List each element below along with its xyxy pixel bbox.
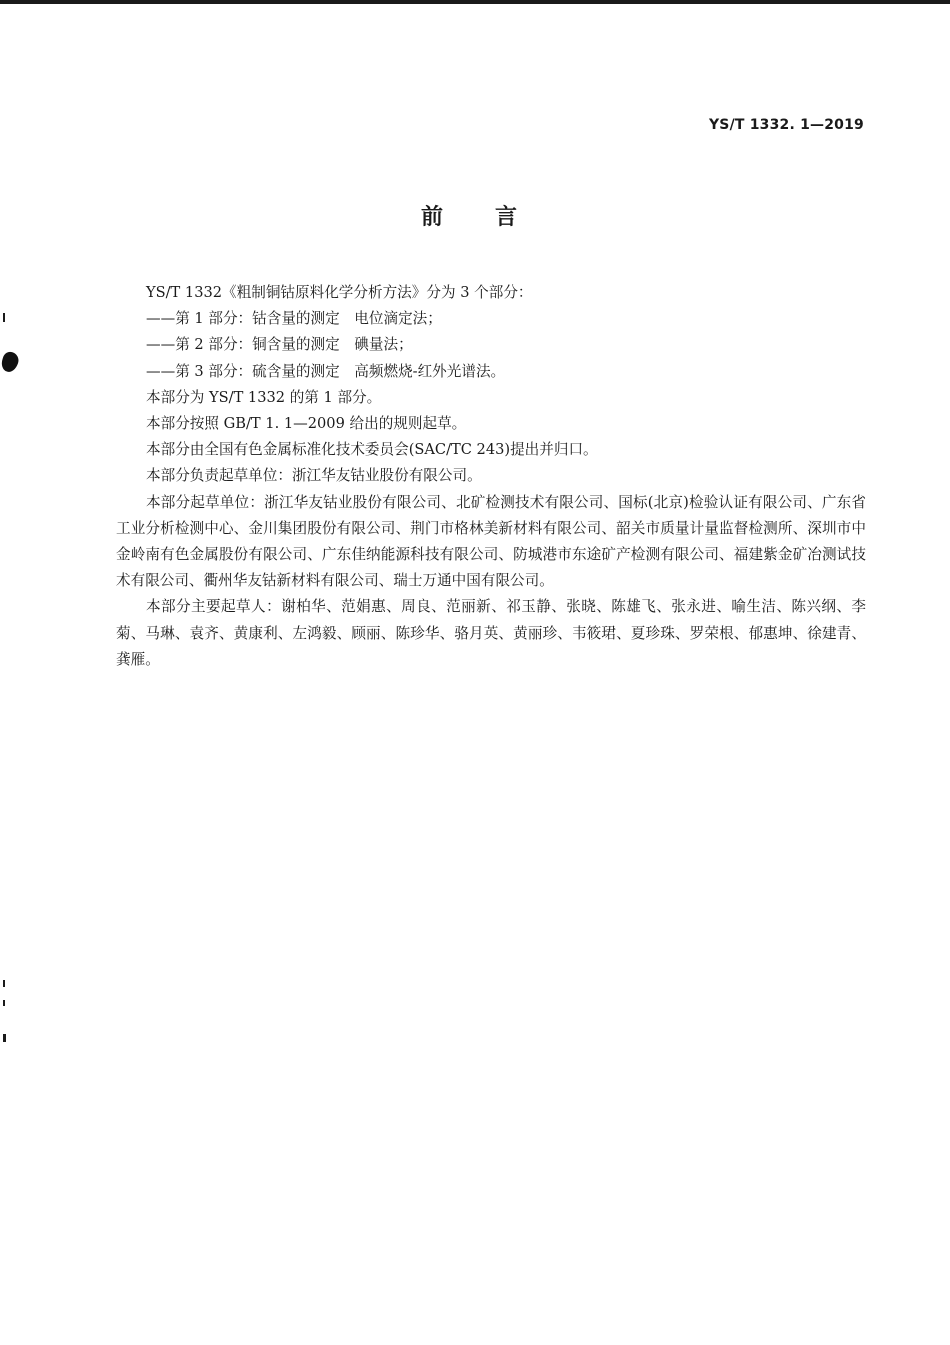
standard-code: YS/T 1332. 1—2019	[708, 117, 864, 133]
paragraph-this-part: 本部分为 YS/T 1332 的第 1 部分。	[146, 388, 382, 406]
scan-mark	[3, 1034, 6, 1042]
paragraph-responsible-unit: 本部分负责起草单位：浙江华友钴业股份有限公司。	[146, 467, 482, 485]
foreword-body	[116, 280, 866, 673]
paragraph-main-drafters: 本部分主要起草人：谢柏华、范娟惠、周良、范丽新、祁玉静、张晓、陈雄飞、张永进、喻生洁、陈兴纲、李菊、马琳、袁齐、黄康利、左鸿毅、顾丽、陈珍华、骆月英、黄丽珍、韦筱珺、夏珍珠、罗荣根、郁惠坤、徐建青、龚雁。	[116, 598, 866, 668]
page-title: 前言	[420, 205, 569, 230]
scan-mark	[3, 980, 5, 987]
scan-mark	[3, 313, 5, 322]
paragraph-proposer: 本部分由全国有色金属标准化技术委员会(SAC/TC 243)提出并归口。	[146, 441, 598, 459]
scan-mark	[3, 1000, 5, 1006]
scan-blot	[0, 350, 21, 374]
paragraph-part-2: ——第 2 部分：铜含量的测定 碘量法；	[146, 336, 413, 354]
top-border-rule	[0, 0, 950, 4]
paragraph-part-1: ——第 1 部分：钴含量的测定 电位滴定法；	[146, 310, 442, 328]
paragraph-drafting-units: 本部分起草单位：浙江华友钴业股份有限公司、北矿检测技术有限公司、国标(北京)检验认证有限公司、广东省工业分析检测中心、金川集团股份有限公司、荆门市格林美新材料有限公司、韶关市质量计量监督检测所、深圳市中金岭南有色金属股份有限公司、广东佳纳能源科技有限公司、防城港市东途矿产检测有限公司、福建紫金矿冶测试技术有限公司、衢州华友钴新材料有限公司、瑞士万通中国有限公司。	[116, 493, 866, 590]
paragraph-drafting-rules: 本部分按照 GB/T 1. 1—2009 给出的规则起草。	[146, 415, 467, 433]
paragraph-parts-overview: YS/T 1332《粗制铜钴原料化学分析方法》分为 3 个部分：	[146, 284, 533, 301]
paragraph-part-3: ——第 3 部分：硫含量的测定 高频燃烧-红外光谱法。	[146, 362, 506, 380]
